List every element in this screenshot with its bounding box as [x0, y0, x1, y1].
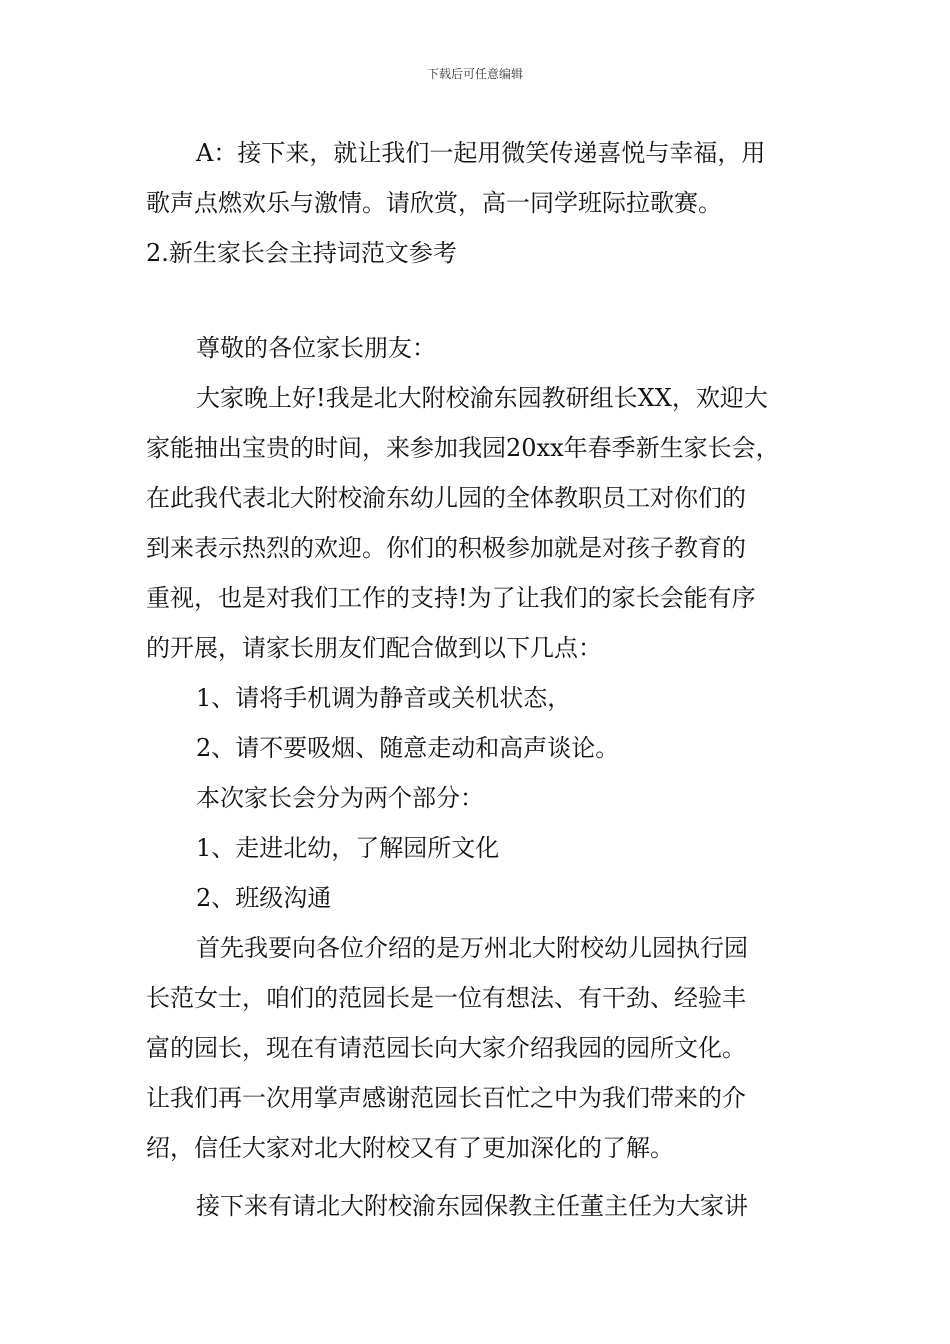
- text-line: 大家晚上好!我是北大附校渝东园教研组长XX，欢迎大: [196, 384, 768, 412]
- list-item: 1、走进北幼，了解园所文化: [196, 834, 500, 862]
- text-line: A：接下来，就让我们一起用微笑传递喜悦与幸福，用: [196, 139, 766, 167]
- list-item: 2、请不要吸烟、随意走动和高声谈论。: [196, 734, 620, 762]
- section-heading: 2.新生家长会主持词范文参考: [146, 239, 457, 267]
- text-line: 重视，也是对我们工作的支持!为了让我们的家长会能有序: [146, 584, 756, 612]
- page-header-note: 下载后可任意编辑: [426, 67, 523, 81]
- text-line: 家能抽出宝贵的时间，来参加我园20xx年春季新生家长会，: [146, 434, 780, 462]
- text-line: 长范女士，咱们的范园长是一位有想法、有干劲、经验丰: [146, 984, 746, 1012]
- salutation: 尊敬的各位家长朋友：: [196, 334, 436, 362]
- text-line: 的开展，请家长朋友们配合做到以下几点：: [146, 634, 602, 662]
- text-line: 富的园长，现在有请范园长向大家介绍我园的园所文化。: [146, 1034, 746, 1062]
- text-line: 首先我要向各位介绍的是万州北大附校幼儿园执行园: [196, 934, 748, 962]
- text-line: 接下来有请北大附校渝东园保教主任董主任为大家讲: [196, 1192, 748, 1220]
- text-line: 让我们再一次用掌声感谢范园长百忙之中为我们带来的介: [146, 1084, 746, 1112]
- list-item: 1、请将手机调为静音或关机状态，: [196, 684, 572, 712]
- text-line: 歌声点燃欢乐与激情。请欣赏，高一同学班际拉歌赛。: [146, 189, 722, 217]
- text-line: 本次家长会分为两个部分：: [196, 784, 484, 812]
- document-body: [146, 128, 814, 1231]
- text-line: 在此我代表北大附校渝东幼儿园的全体教职员工对你们的: [146, 484, 746, 512]
- text-line: 绍，信任大家对北大附校又有了更加深化的了解。: [146, 1134, 674, 1162]
- list-item: 2、班级沟通: [196, 884, 332, 912]
- blank-gap: [146, 278, 814, 323]
- text-line: 到来表示热烈的欢迎。你们的积极参加就是对孩子教育的: [146, 534, 746, 562]
